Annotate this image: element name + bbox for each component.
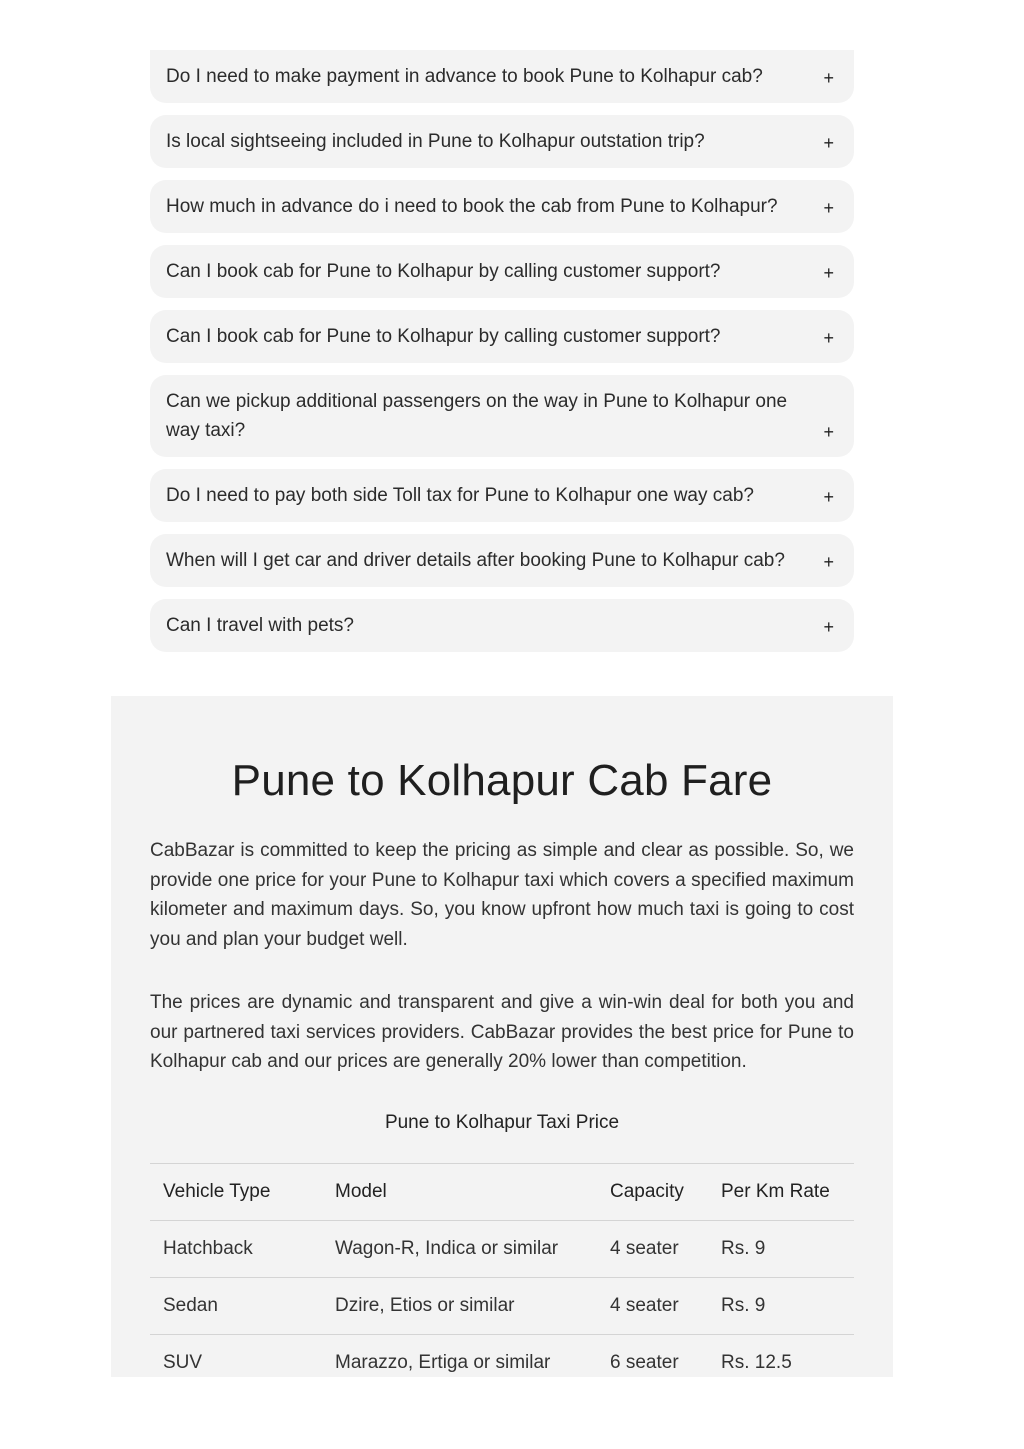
- fare-paragraph-1: CabBazar is committed to keep the pricing as simple and clear as possible. So, we provide one price for your Pune to Kolhapur taxi which covers a specified maximum kilometer and maximum days. So, you know upfront how much taxi is going to cost you and plan your budget well.: [150, 840, 854, 950]
- expand-plus-icon[interactable]: +: [823, 328, 834, 348]
- faq-item[interactable]: [150, 115, 854, 168]
- cell-vehicle-type: SUV: [150, 1335, 322, 1378]
- table-row: [150, 1335, 854, 1378]
- fare-title: Pune to Kolhapur Cab Fare: [231, 756, 773, 805]
- cell-vehicle-type: Sedan: [150, 1278, 322, 1335]
- cell-capacity: 6 seater: [597, 1335, 708, 1378]
- faq-item[interactable]: [150, 245, 854, 298]
- faq-item[interactable]: [150, 599, 854, 652]
- faq-list: [150, 50, 854, 664]
- expand-plus-icon[interactable]: +: [823, 422, 834, 442]
- table-header-row: [150, 1164, 854, 1221]
- cell-capacity: 4 seater: [597, 1221, 708, 1278]
- cell-capacity: 4 seater: [597, 1278, 708, 1335]
- expand-plus-icon[interactable]: +: [823, 487, 834, 507]
- expand-plus-icon[interactable]: +: [823, 263, 834, 283]
- faq-question: How much in advance do i need to book the cab from Pune to Kolhapur?: [166, 196, 778, 217]
- header-capacity: Capacity: [597, 1164, 708, 1221]
- expand-plus-icon[interactable]: +: [823, 133, 834, 153]
- faq-item[interactable]: [150, 50, 854, 103]
- faq-question: Do I need to make payment in advance to book Pune to Kolhapur cab?: [166, 66, 763, 87]
- header-vehicle-type: Vehicle Type: [150, 1164, 322, 1221]
- faq-question: Can I book cab for Pune to Kolhapur by calling customer support?: [166, 326, 721, 347]
- cell-model: Dzire, Etios or similar: [322, 1278, 597, 1335]
- expand-plus-icon[interactable]: +: [823, 198, 834, 218]
- expand-plus-icon[interactable]: +: [823, 552, 834, 572]
- price-table: [150, 1163, 854, 1377]
- faq-question: Is local sightseeing included in Pune to Kolhapur outstation trip?: [166, 131, 705, 152]
- faq-item[interactable]: [150, 469, 854, 522]
- fare-section: [111, 696, 893, 1377]
- faq-item[interactable]: [150, 375, 854, 457]
- faq-question: Do I need to pay both side Toll tax for Pune to Kolhapur one way cab?: [166, 485, 754, 506]
- faq-question: Can we pickup additional passengers on the way in Pune to Kolhapur one way taxi?: [166, 391, 788, 441]
- faq-item[interactable]: [150, 180, 854, 233]
- faq-question: When will I get car and driver details after booking Pune to Kolhapur cab?: [166, 550, 785, 571]
- table-caption: Pune to Kolhapur Taxi Price: [384, 1112, 620, 1133]
- cell-vehicle-type: Hatchback: [150, 1221, 322, 1278]
- fare-paragraph-2: The prices are dynamic and transparent and give a win-win deal for both you and our partnered taxi services providers. CabBazar provides the best price for Pune to Kolhapur cab and our prices are generally 20% lower than competition.: [150, 992, 854, 1072]
- faq-question: Can I book cab for Pune to Kolhapur by calling customer support?: [166, 261, 721, 282]
- cell-rate: Rs. 9: [708, 1278, 854, 1335]
- faq-item[interactable]: [150, 310, 854, 363]
- header-model: Model: [322, 1164, 597, 1221]
- expand-plus-icon[interactable]: +: [823, 617, 834, 637]
- cell-rate: Rs. 12.5: [708, 1335, 854, 1378]
- cell-model: Marazzo, Ertiga or similar: [322, 1335, 597, 1378]
- table-row: [150, 1278, 854, 1335]
- table-row: [150, 1221, 854, 1278]
- cell-rate: Rs. 9: [708, 1221, 854, 1278]
- header-per-km-rate: Per Km Rate: [708, 1164, 854, 1221]
- faq-question: Can I travel with pets?: [166, 615, 354, 636]
- expand-plus-icon[interactable]: +: [823, 68, 834, 88]
- faq-item[interactable]: [150, 534, 854, 587]
- cell-model: Wagon-R, Indica or similar: [322, 1221, 597, 1278]
